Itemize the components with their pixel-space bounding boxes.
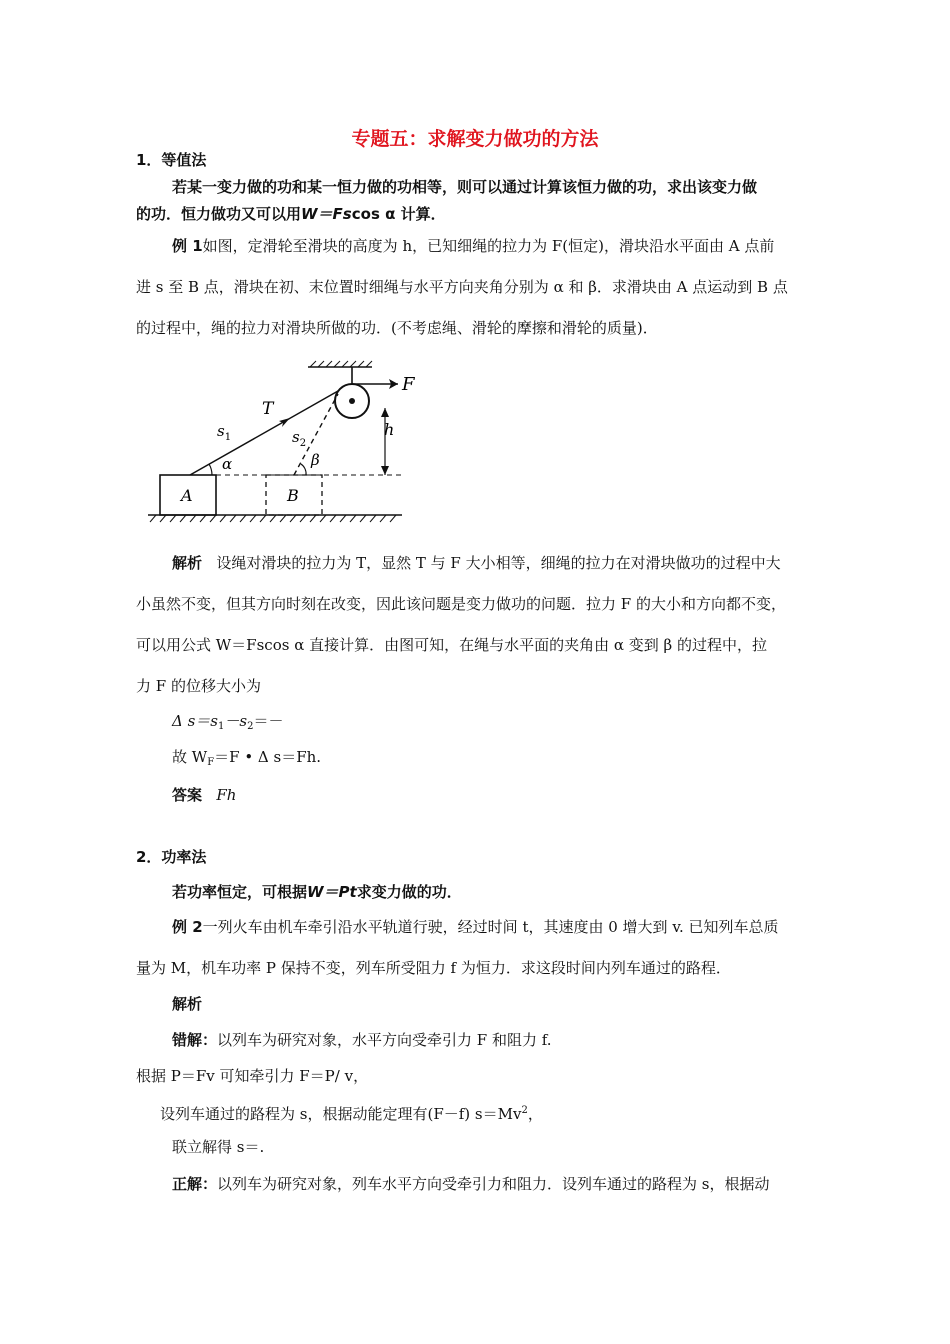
rule-text-a: 的功．恒力做功又可以用	[136, 205, 302, 223]
work-sub: F	[207, 757, 215, 768]
height-arrow-bottom	[381, 466, 389, 475]
rule-formula: W＝Fs	[301, 205, 352, 223]
label-s2	[292, 428, 306, 449]
step2-text-a: 设列车通过的路程为 s，根据动能定理有(F－f) s＝Mv	[160, 1105, 522, 1123]
right-solution	[172, 1174, 770, 1194]
step2-text-b: ，	[527, 1105, 543, 1123]
example1-line3: 的过程中，绳的拉力对滑块所做的功．(不考虑绳、滑轮的摩擦和滑轮的质量)．	[136, 319, 658, 337]
ground-hatch	[150, 515, 396, 522]
right-label: 正解：	[172, 1175, 218, 1193]
pulley-diagram	[140, 352, 415, 531]
example1-text1: 如图，定滑轮至滑块的高度为 h，已知细绳的拉力为 F(恒定)，滑块沿水平面由 A 点前	[202, 237, 775, 255]
example1-line2: 进 s 至 B 点，滑块在初、末位置时细绳与水平方向夹角分别为 α 和 β．求滑块由 A 点运动到 B 点	[136, 278, 788, 296]
delta-s-formula	[172, 711, 283, 737]
analysis1-line3: 可以用公式 W＝Fscos α 直接计算．由图可知，在绳与水平面的夹角由 α 变到 β 的过程中，拉	[136, 636, 767, 654]
rule2-text-b: 求变力做的功．	[356, 883, 462, 901]
example2-label: 例 2	[172, 918, 203, 936]
section2-heading: 2．功率法	[136, 848, 207, 866]
delta-sub2: 2	[247, 721, 254, 732]
wrong-solution	[172, 1030, 552, 1050]
pulley-axle	[349, 398, 355, 404]
section1-rule-line1: 若某一变力做的功和某一恒力做的功相等，则可以通过计算该恒力做的功，求出该变力做	[172, 178, 758, 196]
analysis1-label: 解析	[172, 554, 203, 572]
answer1	[172, 785, 236, 805]
label-s2-sub: 2	[299, 438, 307, 449]
step1: 根据 P＝Fv 可知牵引力 F＝P/ v，	[136, 1067, 369, 1085]
work-suffix: ＝F • Δ s＝Fh.	[214, 748, 322, 766]
right-text: 以列车为研究对象，列车水平方向受牵引力和阻力．设列车通过的路程为 s，根据动	[217, 1175, 770, 1193]
angle-alpha-arc	[209, 464, 212, 475]
work-formula	[172, 747, 321, 773]
analysis1-text1: 设绳对滑块的拉力为 T，显然 T 与 F 大小相等，细绳的拉力在对滑块做功的过程中大	[216, 554, 781, 572]
delta-sub1: 1	[218, 721, 225, 732]
label-beta: β	[311, 451, 320, 469]
rule-cos: cos α	[351, 205, 396, 223]
ceiling-hatch	[310, 361, 372, 367]
analysis2-label: 解析	[172, 995, 203, 1013]
label-alpha: α	[222, 455, 233, 473]
tension-arrow	[279, 418, 290, 427]
delta-mid: －s	[224, 712, 248, 730]
page-title: 专题五：求解变力做功的方法	[351, 128, 599, 150]
answer1-label: 答案	[172, 786, 203, 804]
label-F: F	[402, 374, 415, 395]
example1-label: 例 1	[172, 237, 203, 255]
wrong-label: 错解：	[172, 1031, 218, 1049]
pulley-diagram-svg	[140, 352, 415, 527]
step2	[160, 1101, 543, 1124]
height-arrow-top	[381, 408, 389, 417]
work-prefix: 故 W	[172, 748, 208, 766]
label-B: B	[287, 486, 299, 505]
label-s1-sub: 1	[224, 432, 232, 443]
rule2-formula: W＝Pt	[307, 883, 357, 901]
analysis1-line1	[172, 553, 781, 573]
example2-line2: 量为 M，机车功率 P 保持不变，列车所受阻力 f 为恒力．求这段时间内列车通过的路程．	[136, 959, 731, 977]
rule-text-b: 计算．	[400, 205, 446, 223]
answer1-value: Fh	[216, 786, 237, 804]
step3: 联立解得 s＝.	[172, 1138, 265, 1156]
section1-rule-line2	[136, 204, 446, 224]
section2-rule	[172, 882, 462, 902]
label-h: h	[384, 420, 395, 439]
analysis1-line2: 小虽然不变，但其方向时刻在改变，因此该问题是变力做功的问题．拉力 F 的大小和方向都不变，	[136, 595, 786, 613]
rule2-text-a: 若功率恒定，可根据	[172, 883, 308, 901]
section1-heading: 1．等值法	[136, 151, 207, 169]
wrong-text: 以列车为研究对象，水平方向受牵引力 F 和阻力 f.	[217, 1031, 552, 1049]
label-A: A	[181, 486, 193, 505]
delta-prefix: Δ s＝s	[172, 712, 218, 730]
example2-line1	[172, 917, 779, 937]
angle-beta-arc	[301, 464, 306, 475]
label-T: T	[262, 399, 274, 419]
label-s2-s: s	[292, 428, 300, 446]
step2-sup: 2	[521, 1105, 528, 1116]
delta-suffix: ＝－	[253, 712, 284, 730]
analysis1-line4: 力 F 的位移大小为	[136, 677, 261, 695]
example1-line1	[172, 236, 774, 256]
example2-text1: 一列火车由机车牵引沿水平轨道行驶，经过时间 t，其速度由 0 增大到 v. 已知列车总质	[202, 918, 779, 936]
label-s1	[217, 422, 231, 443]
label-s1-s: s	[217, 422, 225, 440]
